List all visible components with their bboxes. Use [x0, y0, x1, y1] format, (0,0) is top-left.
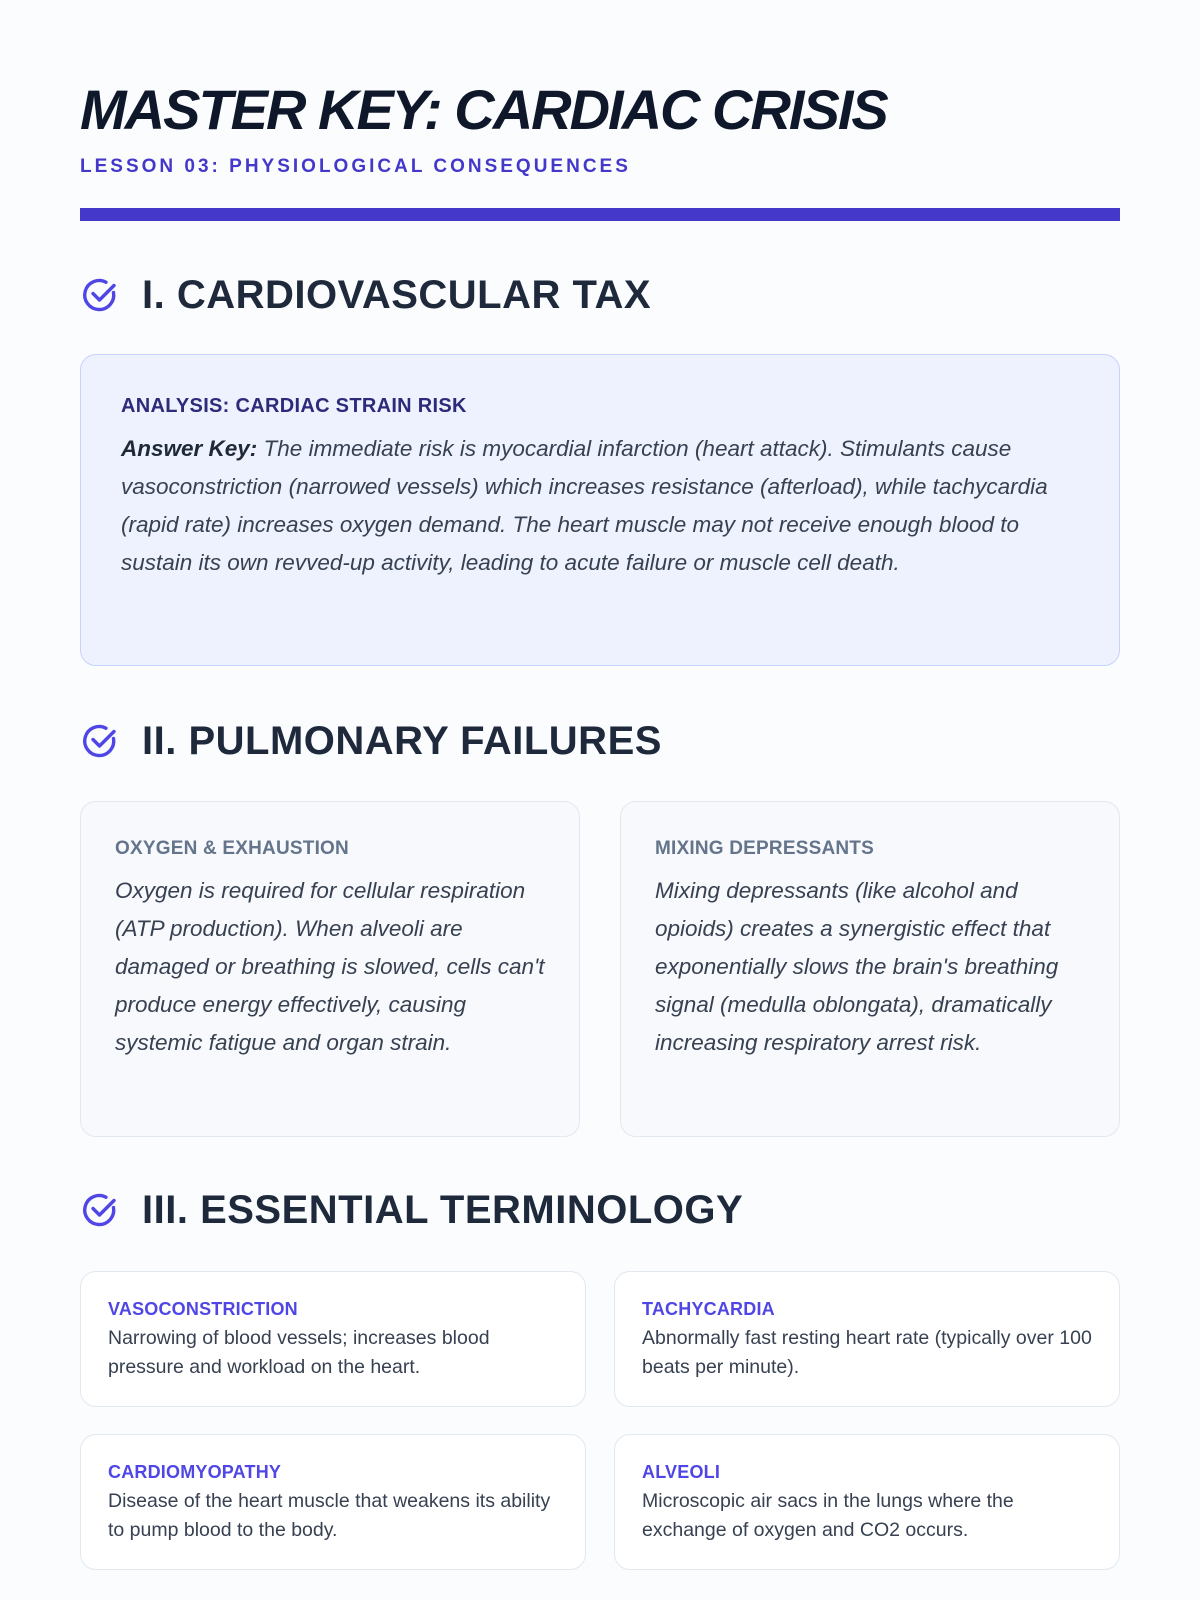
- analysis-card: [80, 354, 1120, 666]
- card-text: Mixing depressants (like alcohol and opioids) creates a synergistic effect that exponentially slows the brain's breathing signal (medulla oblongata), dramatically increasing respiratory arrest risk.: [655, 878, 1059, 1055]
- term-name: CARDIOMYOPATHY: [108, 1462, 282, 1482]
- page-title: MASTER KEY: CARDIAC CRISIS: [80, 78, 887, 141]
- header-divider: [80, 208, 1120, 221]
- section-title: I. CARDIOVASCULAR TAX: [142, 272, 652, 317]
- section-heading-pulmonary: [80, 717, 662, 765]
- answer-key-text: The immediate risk is myocardial infarction (heart attack). Stimulants cause vasoconstriction (narrowed vessels) which increases resistance (afterload), while tachycardia (rapid rate) increases oxygen demand. The heart muscle may not receive enough blood to sustain its own revved-up activity, leading to acute failure or muscle cell death.: [121, 436, 1048, 575]
- term-definition: Disease of the heart muscle that weakens its ability to pump blood to the body.: [108, 1490, 551, 1541]
- card-text: Oxygen is required for cellular respiration (ATP production). When alveoli are damaged or breathing is slowed, cells can't produce energy effectively, causing systemic fatigue and organ strain.: [115, 878, 545, 1055]
- check-circle-icon: [80, 721, 120, 761]
- term-definition: Narrowing of blood vessels; increases blood pressure and workload on the heart.: [108, 1327, 490, 1378]
- term-card-cardiomyopathy: [80, 1434, 586, 1570]
- term-definition: Microscopic air sacs in the lungs where the exchange of oxygen and CO2 occurs.: [642, 1490, 1014, 1541]
- term-name: ALVEOLI: [642, 1462, 721, 1482]
- check-circle-icon: [80, 1190, 120, 1230]
- section-title: III. ESSENTIAL TERMINOLOGY: [142, 1187, 744, 1232]
- section-heading-cardiovascular: [80, 271, 651, 319]
- analysis-label: ANALYSIS: CARDIAC STRAIN RISK: [121, 395, 467, 417]
- term-card-vasoconstriction: [80, 1271, 586, 1407]
- term-name: TACHYCARDIA: [642, 1299, 775, 1319]
- lesson-subtitle: LESSON 03: PHYSIOLOGICAL CONSEQUENCES: [80, 156, 631, 177]
- card-label: MIXING DEPRESSANTS: [655, 838, 874, 859]
- card-label: OXYGEN & EXHAUSTION: [115, 838, 349, 859]
- info-card-depressants: [620, 801, 1120, 1137]
- section-heading-terminology: [80, 1186, 743, 1234]
- term-card-tachycardia: [614, 1271, 1120, 1407]
- answer-key-lead: Answer Key:: [121, 436, 258, 461]
- term-name: VASOCONSTRICTION: [108, 1299, 298, 1319]
- section-title: II. PULMONARY FAILURES: [142, 718, 662, 763]
- term-definition: Abnormally fast resting heart rate (typically over 100 beats per minute).: [642, 1327, 1092, 1378]
- check-circle-icon: [80, 275, 120, 315]
- info-card-oxygen: [80, 801, 580, 1137]
- analysis-answer: [121, 430, 1079, 582]
- term-card-alveoli: [614, 1434, 1120, 1570]
